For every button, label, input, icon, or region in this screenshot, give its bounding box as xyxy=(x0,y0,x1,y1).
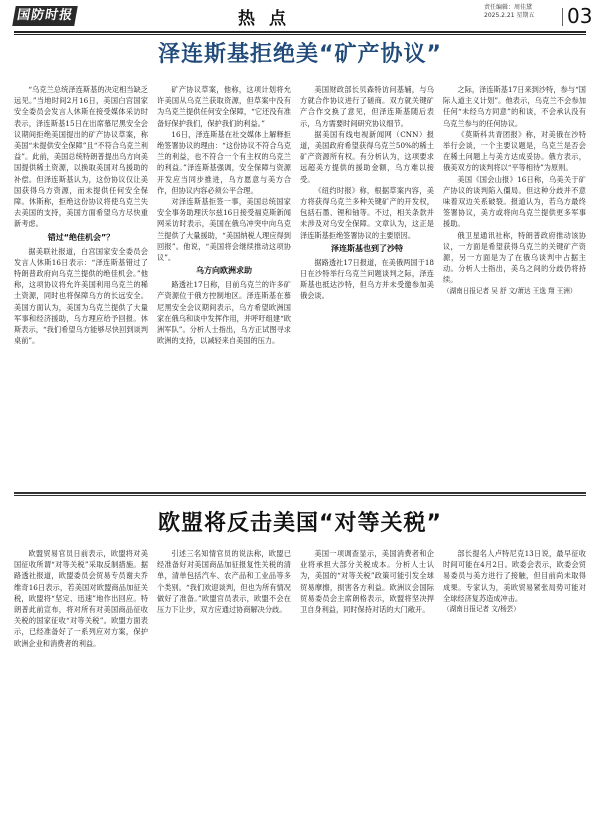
story2-column-4 xyxy=(443,548,586,828)
paragraph: 美国财政部长贝森特访问基辅，与乌方就合作协议进行了磋商。双方就关键矿产合作交换了意见，但泽连斯基随后表示，乌方需要时间研究协议细节。 xyxy=(300,85,434,128)
newspaper-logo: 国防时报 xyxy=(12,6,78,26)
story1-subhead-3: 泽连斯基也到了沙特 xyxy=(331,243,403,253)
story2-column-2 xyxy=(157,548,291,828)
section-title: 热点 xyxy=(238,9,300,29)
paragraph: 美国一项调查显示，美国消费者和企业将承担大部分关税成本。分析人士认为，美国的“对等关税”政策可能引发全球贸易摩擦，损害各方利益。欧洲议会国际贸易委员会主席朗格表示，欧盟将坚决捍卫自身利益，同时保持对话的大门敞开。 xyxy=(300,549,434,615)
paragraph: 美国《国会山报》16日称，乌美关于矿产协议的谈判陷入僵局。但这种分歧并不意味着双边关系破裂。报道认为，若乌方最终签署协议，美方或将向乌克兰提供更多军事援助。 xyxy=(443,174,586,229)
paragraph: 《纽约时报》称，根据草案内容，美方将获得乌克兰多种关键矿产的开发权，包括石墨、锂和铀等。不过，相关条款并未涉及对乌安全保障。文章认为，这正是泽连斯基拒绝签署协议的主要原因。 xyxy=(300,185,434,240)
paragraph: 《莫斯科共青团报》称，对美俄在沙特举行会谈，一个主要议题是，乌克兰是否会在稀土问题上与美方达成妥协。俄方表示，俄美双方的谈判将以“平等相待”为原则。 xyxy=(443,129,586,173)
editor-line: 责任编辑：周佳黛 xyxy=(484,4,533,11)
paragraph: 之际，泽连斯基17日来到沙特，参与“国际人道主义计划”。他表示，乌克兰不会参加任何“未经乌方同意”的和谈，不会承认没有乌克兰参与的任何协议。 xyxy=(443,85,586,128)
top-rule xyxy=(14,31,586,33)
story2-column-1 xyxy=(14,548,148,828)
paragraph: 据美联社报道，白宫国家安全委员会发言人休斯16日表示：“泽连斯基错过了特朗普政府向乌克兰提供的绝佳机会。”他称，这项协议将允许美国利用乌克兰的稀土资源，同时也将保障乌方的长远安全。美国方面认为，美国为乌克兰提供了大量军事和经济援助，乌方理应给予回报。休斯表示，“我们希望乌方能够尽快回到谈判桌前”。 xyxy=(14,246,148,346)
story1-byline: （湖南日报记者 吴 舒 文/萧达 王逸 翔 王洲） xyxy=(443,286,577,295)
story1-column-1 xyxy=(14,84,148,484)
date-line: 2025.2.21 星期五 xyxy=(484,12,535,19)
paragraph: 欧盟贸易官员日前表示，欧盟将对美国征收所谓“对等关税”采取反制措施。据路透社报道，欧盟委员会贸易专员谢夫乔维奇16日表示，若美国对欧盟商品加征关税，欧盟将“坚定、迅速”地作出回应。特朗普此前宣布，将对所有对美国商品征收关税的国家征收“对等关税”。欧盟方面表示，已经准备好了一系列应对方案，保护欧洲企业和消费者的利益。 xyxy=(14,549,148,648)
story1-column-2 xyxy=(157,84,291,484)
page-number-divider xyxy=(562,8,563,26)
paragraph: 路透社17日称，目前乌克兰的许多矿产资源位于俄方控制地区。泽连斯基在慕尼黑安全会议期间表示，乌方希望欧洲国家在俄乌和谈中发挥作用，并呼吁组建“欧洲军队”。分析人士指出，乌方正试图寻求欧洲的支持，以减轻来自美国的压力。 xyxy=(157,280,291,346)
paragraph: 对泽连斯基拒签一事，美国总统国家安全事务助理沃尔兹16日接受福克斯新闻网采访时表示，美国在俄乌冲突中向乌克兰提供了大量援助，“美国纳税人理应得到回报”。他说，“美国将会继续推动这项协议”。 xyxy=(157,197,291,263)
story1-column-4 xyxy=(443,84,586,484)
story2-headline: 欧盟将反击美国“对等关税” xyxy=(158,511,442,536)
story1-subhead-1: 错过“绝佳机会”？ xyxy=(47,232,115,242)
page-number: 03 xyxy=(567,4,593,28)
paragraph: 据美国有线电视新闻网（CNN）报道，美国政府希望获得乌克兰50%的稀土矿产资源所有权。有分析认为，这项要求远超美方提供的援助金额，乌方难以接受。 xyxy=(300,129,434,184)
story-separator xyxy=(14,492,586,494)
paragraph: 据路透社17日报道，在美俄两国于18日在沙特举行乌克兰问题谈判之际，泽连斯基也抵达沙特，但乌方并未受邀参加美俄会谈。 xyxy=(300,257,434,301)
issue-meta xyxy=(484,4,534,20)
paragraph: 俄卫星通讯社称，特朗普政府推动该协议，一方面是希望获得乌克兰的关键矿产资源，另一方面是为了在俄乌谈判中占据主动。分析人士指出，美乌之间的分歧仍将持续。 xyxy=(443,230,586,285)
paragraph: 16日，泽连斯基在社交媒体上解释拒绝签署协议的理由：“这份协议不符合乌克兰的利益，也不符合一个有主权的乌克兰的利益。”泽连斯基强调，安全保障与资源开发应当同步推进，乌方愿意与美方合作，但协议内容必须公平合理。 xyxy=(157,129,291,195)
masthead xyxy=(0,0,600,34)
paragraph: 引述三名知情官员的说法称，欧盟已经准备好对美国商品加征报复性关税的清单，清单包括汽车、农产品和工业品等多个类别。“我们欢迎谈判，但也为所有情况做好了准备。”欧盟官员表示，欧盟不会在压力下让步，双方应通过协商解决分歧。 xyxy=(157,549,291,615)
story-separator-thin xyxy=(14,495,586,496)
top-rule-thin xyxy=(14,34,586,35)
paragraph: “乌克兰总统泽连斯基的决定相当缺乏远见。”当地时间2月16日，美国白宫国家安全委员会发言人休斯在接受媒体采访时表示，泽连斯基15日在出席慕尼黑安全会议期间拒绝美国提出的矿产协议草案，称美国“未提供安全保障”且“不符合乌克兰利益”。此前，美国总统特朗普提出乌方向美国提供稀土资源，以换取美国对乌援助的补偿。但泽连斯基认为，这份协议仅让美国获得乌方资源，而未提供任何安全保障。休斯称，拒绝这份协议将使乌克兰失去美国的支持，美国方面希望乌方尽快重新考虑。 xyxy=(14,85,148,229)
story1-subhead-2: 乌方向欧洲求助 xyxy=(196,266,252,276)
story1-headline: 泽连斯基拒绝美“矿产协议” xyxy=(158,42,442,67)
story2-column-3 xyxy=(300,548,434,828)
paragraph: 部长提名人卢特尼克13日说，最早征收时间可能在4月2日。欧委会表示，欧委会贸易委员与美方进行了接触，但目前尚未取得成果。专家认为，美欧贸易紧张局势可能对全球经济复苏造成冲击。 xyxy=(443,549,586,603)
story1-column-3 xyxy=(300,84,434,484)
paragraph: 矿产协议草案，他称，这项计划将允许美国从乌克兰获取资源，但草案中没有为乌克兰提供任何安全保障，“它还没有准备好保护我们，保护我们的利益。” xyxy=(157,85,291,128)
story2-byline: （湖南日报记者 文/杨芸） xyxy=(443,605,520,614)
